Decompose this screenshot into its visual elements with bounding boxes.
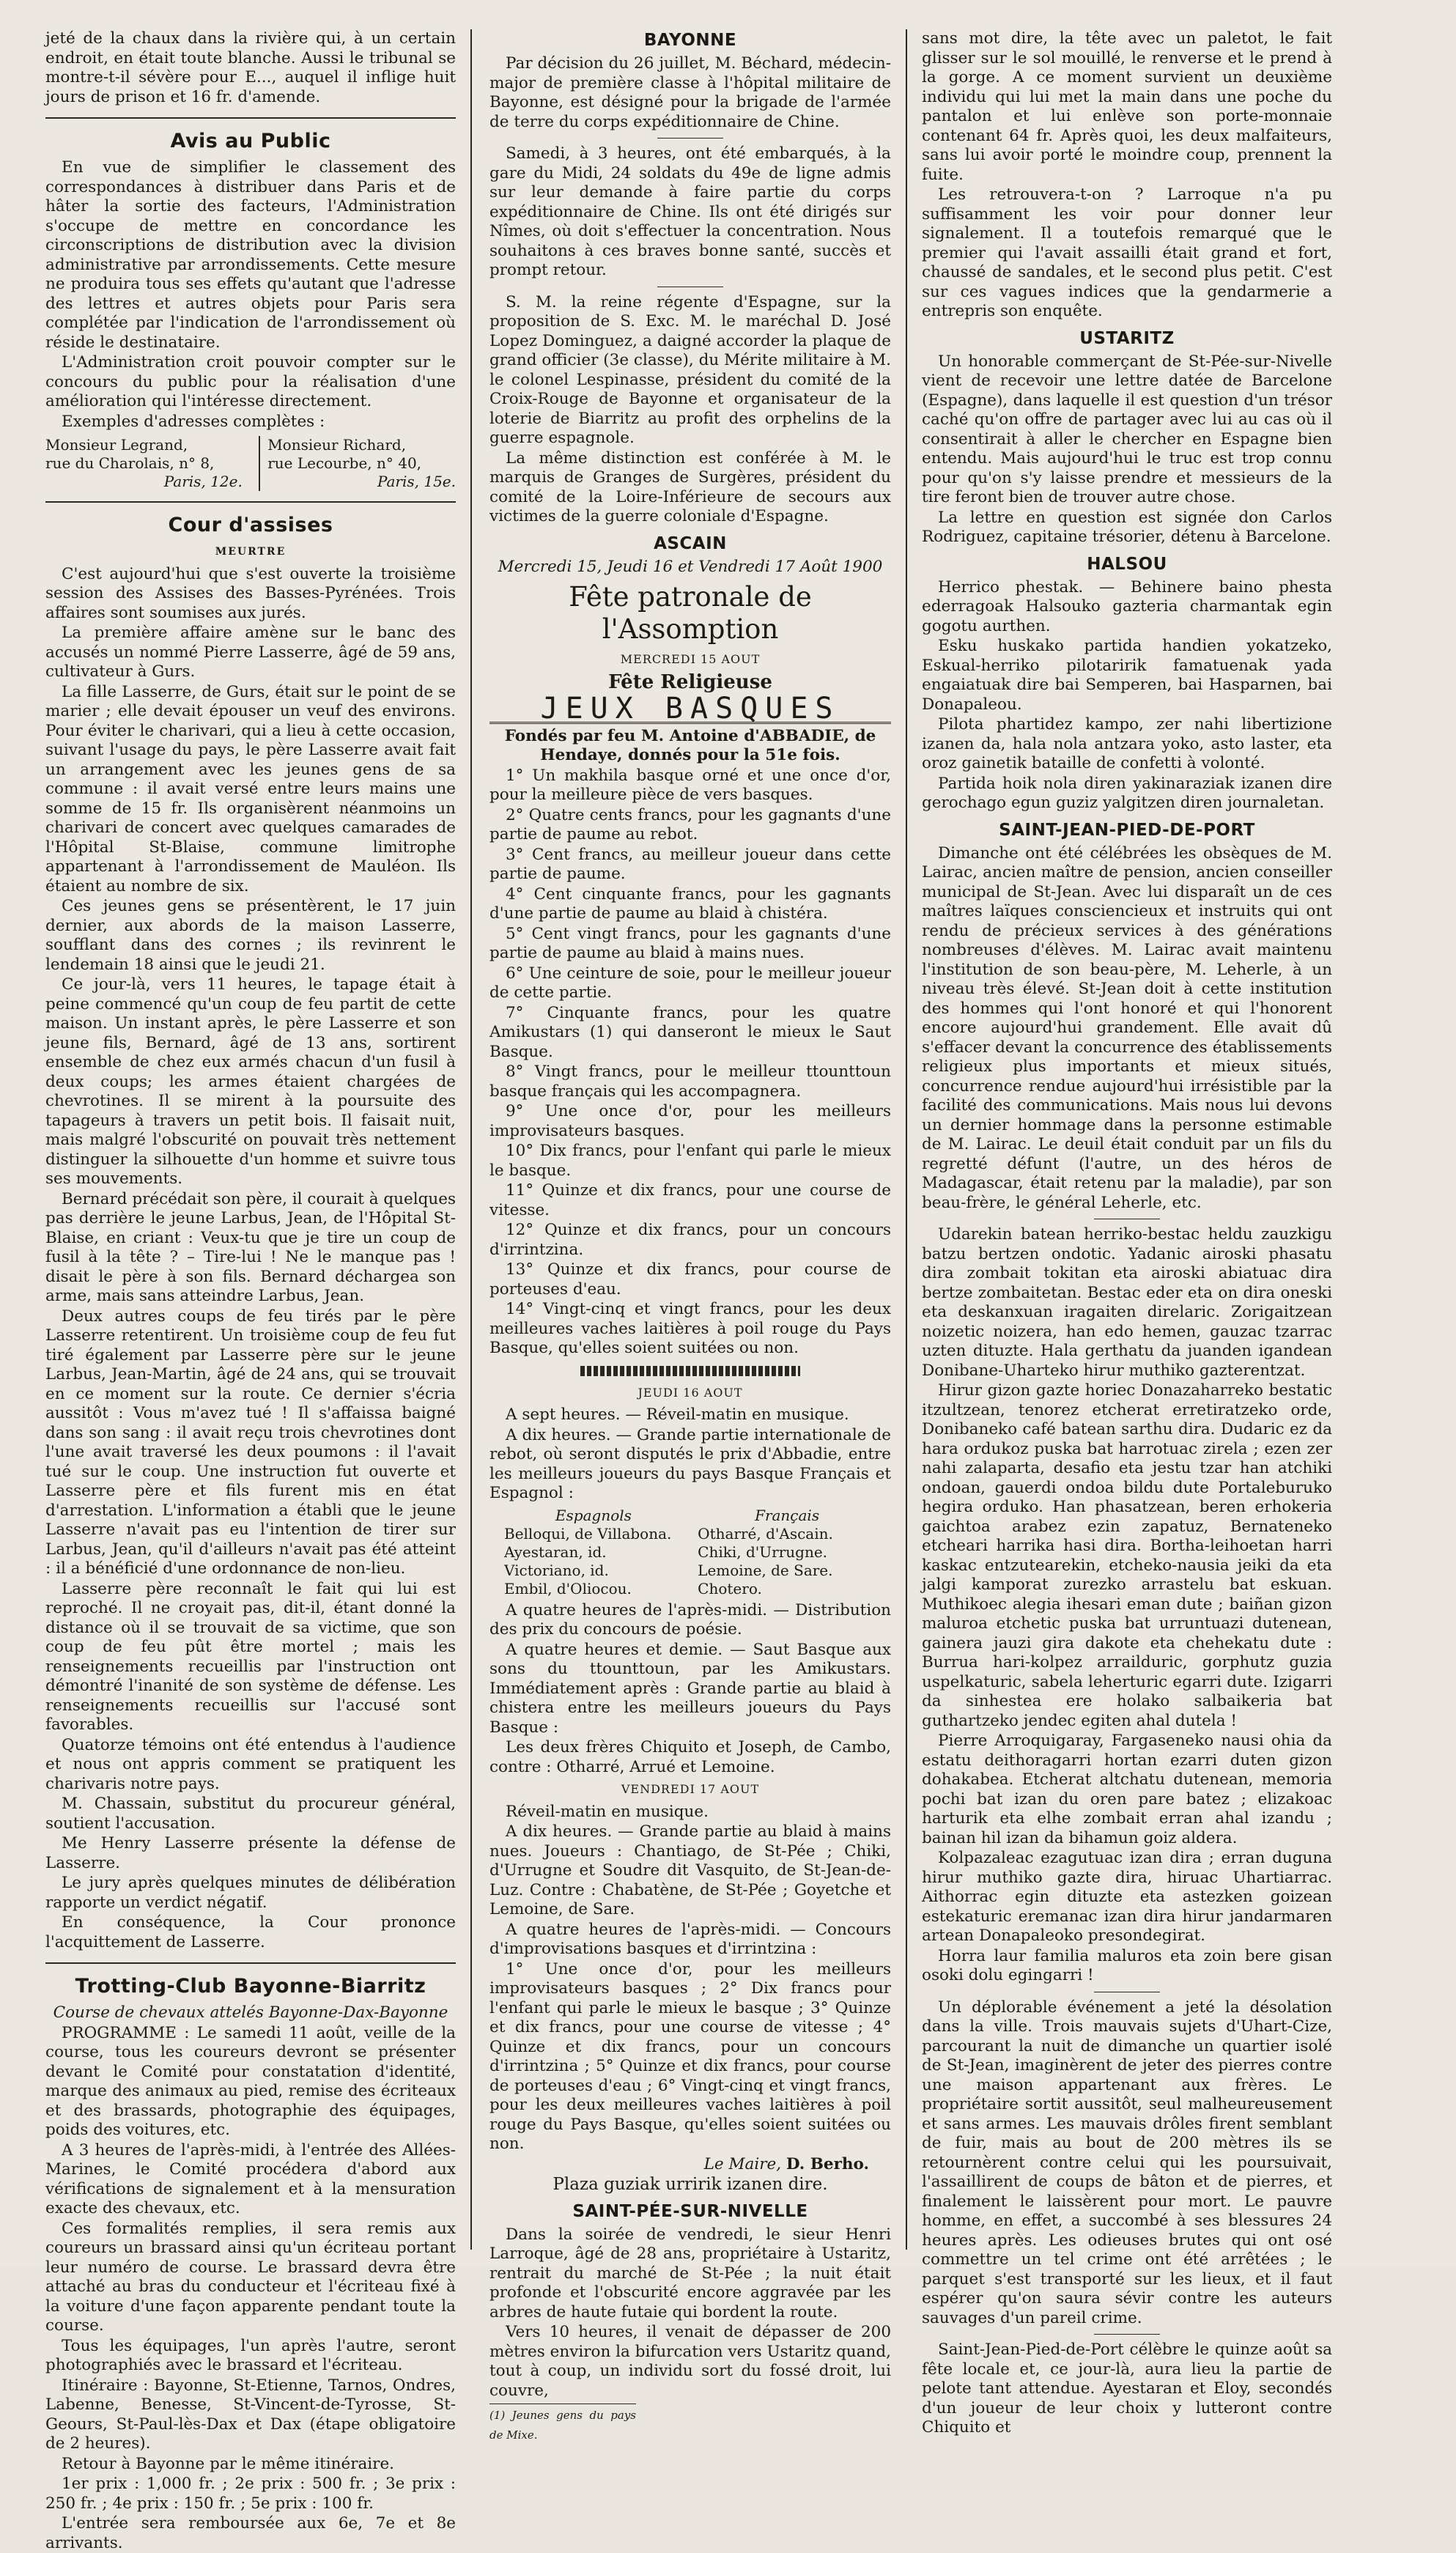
mayor-signature [489,2155,869,2175]
player-name: Otharré, d'Ascain. [698,1524,833,1542]
ustaritz-heading: USTARITZ [1079,328,1175,348]
halsou-heading: HALSOU [1087,554,1167,574]
prize-item: 12° Quinze et dix francs, pour un concours d'irrintzina. [489,1221,891,1259]
address-example-2 [259,436,456,491]
cour-paragraph: Le jury après quelques minutes de délibération rapporte un verdict négatif. [45,1874,456,1912]
prize-item: 3° Cent francs, au meilleur joueur dans cette partie de paume. [489,845,891,883]
sjpp-paragraph: Kolpazaleac ezagutuac izan dira ; erran duguna hirur muthiko gazte dira, hiruac Uhartiarrac. Aithorrac egin dituzte eta astezken goizean estekaturic eremanac izan dira hirur jandarmaren artean Donapaleoko presondegirat. [922,1849,1332,1945]
cour-paragraph: M. Chassain, substitut du procureur général, soutient l'accusation. [45,1795,456,1833]
programme-heading [580,1366,800,1376]
cour-paragraph: La fille Lasserre, de Gurs, était sur le point de se marier ; elle devait épouser un veuf des environs. Pour éviter le charivari, qui a lieu à cette occasion, suivant l'usage du pays, le père Lasserre avait fait un arrangement avec les jeunes gens de sa commune : il avait versé entre leurs mains une somme de 15 fr. Ils organisèrent néanmoins un charivari de concert avec quelques camarades de l'Hôpital St-Blaise, commune limitrophe appartenant à l'arrondissement de Mauléon. Ils étaient au nombre de six. [45,682,456,895]
players-french [698,1507,876,1598]
plaza-line: Plaza guziak urririk izanen dire. [553,2175,828,2194]
programme-item: A dix heures. — Grande partie internationale de rebot, où seront disputés le prix d'Abbadie, entre les meilleurs joueurs du pays Basque Français et Espagnol : [489,1425,891,1502]
sjpp-heading: SAINT-JEAN-PIED-DE-PORT [999,820,1255,840]
prize-item: 8° Vingt francs, pour le meilleur ttounttoun basque français qui les accompagnera. [489,1063,891,1101]
prize-item: 14° Vingt-cinq et vingt francs, pour les deux meilleures vaches laitières à poil rouge du Pays Basque, qu'elles soient suitées ou non. [489,1300,891,1357]
prize-item: 1° Un makhila basque orné et une once d'or, pour la meilleure pièce de vers basques. [489,766,891,804]
separator [45,1962,456,1964]
stpee-continuation: Les retrouvera-t-on ? Larroque n'a pu suffisamment les voir pour donner leur signalement. Il a toutefois remarqué que le premier qui l'avait assailli était grand et fort, chaussé de sandales, et le second plus petit. C'est sur ces vagues indices que la gendarmerie a entrepris son enquête. [922,185,1332,320]
short-separator [1094,2334,1160,2335]
sjpp-paragraph: Hirur gizon gazte horiec Donazaharreko bestatic itzultzean, tenorez etcherat erretiratzeko orde, Donibaneko café batean sarthu dira. Dudaric ez da hara ordukoz puska bat harrotuac zirela ; ezen zer nahi zalaparta, desafio eta jestu tzar han atchiki ondoan, gauerdi ondoa bildu dute Portaleburuko hegira orduko. Han phasatzean, beren erhokeria gaichtoa arabez ezin zapatuz, Bernateneko etcheari harrika hasi dira. Bortha-leihoetan harri kaskac entzutearekin, etcheko-nausia jeiki da eta jalgi kamporat zurezko arrastelu bat eskuan. Muthikoec alegia ihesari eman dute ; baiñan gizon maluroa etchetic puska bat urruntuazi dutenean, gainera jauzi gira dakote eta chehekatu dute : Burrua hari-kolpez arrailduric, gorphutz guzia uspelkaturic, sabela leherturic egarri dute. Izigarri da sinhestea ere holako salbaikeria bat guthartzeko jendec egiten ahal dutela ! [922,1381,1332,1730]
bayonne-heading: BAYONNE [643,31,737,50]
prize-item: 7° Cinquante francs, pour les quatre Amikustars (1) qui danseront le mieux le Saut Basque. [489,1003,891,1061]
prize-item: 11° Quinze et dix francs, pour une course de vitesse. [489,1181,891,1219]
stpee-heading: SAINT-PÉE-SUR-NIVELLE [572,2201,808,2221]
halsou-paragraph: Partida hoik nola diren yakinaraziak izanen dire gerochago egun guziz yalgitzen diren journaletan. [922,774,1332,812]
separator [45,117,456,119]
prize-item: 13° Quinze et dix francs, pour course de porteuses d'eau. [489,1260,891,1298]
article-continuation: jeté de la chaux dans la rivière qui, à un certain endroit, en était toute blanche. Aussi le tribunal se montre-t-il sévère pour E..., auquel il inflige huit jours de prison et 16 fr. d'amende. [45,29,456,106]
address-examples [45,436,456,491]
address-line: rue du Charolais, n° 8, [45,454,215,472]
bayonne-paragraph: Samedi, à 3 heures, ont été embarqués, à la gare du Midi, 24 soldats du 49e de ligne admis sur leur demande à faire partie du corps expéditionnaire de Chine. Ils ont été dirigés sur Nîmes, où doit s'effectuer la concentration. Nous souhaitons à ces braves bonne santé, succès et prompt retour. [489,144,891,279]
cour-paragraph: Me Henry Lasserre présente la défense de Lasserre. [45,1834,456,1872]
signature-name: D. Berho. [786,2154,869,2173]
sjpp-paragraph: Un déplorable événement a jeté la désolation dans la ville. Trois mauvais sujets d'Uhart-Cize, parcourant la nuit de dimanche un quartier isolé de St-Jean, imaginèrent de jeter des pierres contre une maison appartenant aux frères. Le propriétaire sortit aussitôt, seul malheureusement et sans armes. Les mauvais drôles firent semblant de fuir, mais au bout de 200 mètres ils se retournèrent contre celui qui les poursuivait, l'assaillirent de coups de bâton et de pierres, et finalement le laissèrent pour mort. Le pauvre homme, en effet, a succombé à ses blessures 24 heures après. Les odieuses brutes qui ont osé commettre un tel crime ont été arrêtées ; le parquet s'est transporté sur les lieux, et il faut espérer qu'on saura sévir contre les auteurs sauvages d'un pareil crime. [922,1998,1332,2327]
ustaritz-paragraph: Un honorable commerçant de St-Pée-sur-Nivelle vient de recevoir une lettre datée de Barcelone (Espagne), dans laquelle il est question d'un trésor caché qu'on offre de partager avec lui au cas où il consentirait à aller le chercher en Espagne bien entendu. Mais aujourd'hui le truc est trop connu pour qu'on s'y laisse prendre et messieurs de la tire feront bien de trouver autre chose. [922,352,1332,506]
cour-paragraph: Deux autres coups de feu tirés par le père Lasserre retentirent. Un troisième coup de feu fut tiré également par Lasserre père sur le jeune Larbus, Jean-Martin, âgé de 24 ans, qui se trouvait en ce moment sur la route. Ce dernier s'écria aussitôt : Vous m'avez tué ! Il s'affaissa baigné dans son sang : il avait reçu trois chevrotines dont l'une avait traversé les deux poumons : il l'avait tué sur le coup. Une instruction fut ouverte et Lasserre père et fils furent mis en état d'arrestation. L'information a établi que le jeune Lasserre n'avait pas eu l'intention de tirer sur Larbus, Jean, qu'il d'ailleurs n'avait pas été atteint : il a bénéficié d'une ordonnance de non-lieu. [45,1307,456,1578]
sjpp-paragraph: Horra laur familia maluros eta zoin bere gisan osoki dolu egingarri ! [922,1946,1332,1984]
column-1 [45,29,456,2552]
trotting-paragraph: Retour à Bayonne par le même itinéraire. [62,2454,395,2473]
prize-item: 6° Une ceinture de soie, pour le meilleur joueur de cette partie. [489,964,891,1002]
trotting-subheading: Course de chevaux attelés Bayonne-Dax-Bayonne [53,2003,448,2022]
address-line: Paris, 15e. [377,473,456,490]
trotting-paragraph: PROGRAMME : Le samedi 11 août, veille de la course, tous les coureurs devront se présenter devant le Comité pour constatation d'identité, marque des animaux au pied, remise des écriteaux et des brassards, photographie des équipages, poids des voitures, etc. [45,2023,456,2139]
bayonne-paragraph: La même distinction est conférée à M. le marquis de Granges de Surgères, président du comité de la Loire-Inférieure de secours aux victimes de la guerre coloniale d'Espagne. [489,448,891,525]
cour-paragraph: C'est aujourd'hui que s'est ouverte la troisième session des Assises des Basses-Pyrénées. Trois affaires sont soumises aux jurés. [45,564,456,622]
jeux-subtitle: Fondés par feu M. Antoine d'ABBADIE, de Hendaye, donnés pour la 51e fois. [504,726,876,764]
player-name: Chiki, d'Urrugne. [698,1542,828,1561]
player-name: Victoriano, id. [504,1561,609,1579]
players-header: Espagnols [555,1506,632,1524]
player-name: Chotero. [698,1579,762,1597]
programme-item: 1° Une once d'or, pour les meilleurs improvisateurs basques ; 2° Dix francs pour l'enfant qui parle le mieux le basque ; 3° Quinze et dix francs, pour une course de vitesse ; 4° Quinze et dix francs, pour un concours d'irrintzina ; 5° Quinze et dix francs, pour course de porteuses d'eau ; 6° Vingt-cinq et vingt francs, pour les deux meilleures vaches laitières à poil rouge du Pays Basque, qu'elles soient suitées ou non. [489,1959,891,2153]
cour-paragraph: Lasserre père reconnaît le fait qui lui est reproché. Il ne croyait pas, dit-il, étant donné la distance où il se trouvait de sa victime, que son coup de feu pût être mortel ; mais les renseignements recueillis par l'instruction ont démontré l'inanité de son système de défense. Les renseignements recueillis sur l'accusé sont favorables. [45,1579,456,1734]
players-spanish [504,1507,683,1598]
cour-paragraph: La première affaire amène sur le banc des accusés un nommé Pierre Lasserre, âgé de 59 ans, cultivateur à Gurs. [45,624,456,681]
ascain-heading: ASCAIN [654,533,727,553]
trotting-heading: Trotting-Club Bayonne-Biarritz [75,1975,426,1998]
programme-item: A quatre heures de l'après-midi. — Distribution des prix du concours de poésie. [489,1600,891,1638]
cour-subheading: MEURTRE [215,546,287,558]
cour-paragraph: Ces jeunes gens se présentèrent, le 17 juin dernier, aux abords de la maison Lasserre, soufflant dans des cornes ; ils revinrent le lendemain 18 ainsi que le jeudi 21. [45,897,456,974]
cour-paragraph: En conséquence, la Cour prononce l'acquittement de Lasserre. [45,1913,456,1951]
address-line: Monsieur Legrand, [45,436,188,454]
cour-paragraph: Ce jour-là, vers 11 heures, le tapage était à peine commencé qu'un coup de feu partit de cette maison. Un instant après, le père Lasserre et son jeune fils, Bernard, âgé de 13 ans, sortirent ensemble de chez eux armés chacun d'un fusil à deux coups; les armes étaient chargées de chevrotines. Il se mirent à la poursuite des tapageurs à travers un petit bois. Il faisait nuit, mais malgré l'obscurité on pouvait très nettement distinguer la silhouette d'un homme et suivre tous ses mouvements. [45,975,456,1188]
sjpp-paragraph: Dimanche ont été célébrées les obsèques de M. Lairac, ancien maître de pension, ancien conseiller municipal de St-Jean. Avec lui disparaît un de ces maîtres laïques consciencieux et instruits qui ont rendu de précieux services à des générations nombreuses d'élèves. M. Lairac avait maintenu l'institution de son beau-père, M. Leherle, à un niveau très élevé. St-Jean doit à cette institution des hommes qui l'ont honoré et qui l'honorent encore aujourd'hui grandement. Elle avait dû s'effacer devant la concurrence des établissements religieux plus importants et mieux situés, concurrence rendue aujourd'hui irrésistible par la facilité des communications. Mais nous lui devons un dernier hommage dans la personne estimable de M. Lairac. Le deuil était conduit par un fils du regretté défunt (l'autre, un des héros de Madagascar, était retenu par la maladie), par son beau-frère, le général Leherle, etc. [922,843,1332,1212]
sjpp-paragraph: Pierre Arroquigaray, Fargaseneko nausi ohia da estatu deithoragarri hortan ezarri duten gizon dohakabea. Etcherat altchatu dutenean, memoria pochi bat izan du oren pare batez ; elizakoac harturik eta elhe zombait erran ahal izandu ; bainan hil izan da bihamun goiz aldera. [922,1732,1332,1847]
separator [45,501,456,503]
day-heading: JEUDI 16 AOUT [638,1385,743,1400]
prize-item: 2° Quatre cents francs, pour les gagnants d'une partie de paume au rebot. [489,805,891,843]
address-line: Monsieur Richard, [267,436,407,454]
trotting-paragraph: Ces formalités remplies, il sera remis aux coureurs un brassard ainsi qu'un écriteau portant leur numéro de course. Le brassard devra être attaché au bras du conducteur et l'écriteau fixé à la voiture d'une façon apparente pendant toute la course. [45,2219,456,2335]
trotting-paragraph: 1er prix : 1,000 fr. ; 2e prix : 500 fr. ; 3e prix : 250 fr. ; 4e prix : 150 fr. ; 5e prix : 100 fr. [45,2475,456,2513]
programme-item: Réveil-matin en musique. [506,1802,709,1821]
halsou-paragraph: Esku huskako partida handien yokatzeko, Eskual-herriko pilotaririk famatuenak yada engaiatuak dire bai Semperen, bai Hasparnen, bai Donapaleou. [922,637,1332,714]
programme-item: A quatre heures et demie. — Saut Basque aux sons du ttounttoun, par les Amikustars. Immédiatement après : Grande partie au blaid à chistera entre les meilleurs joueurs du Pays Basque : [489,1640,891,1737]
column-3 [922,29,1332,2436]
players-header: Français [755,1506,820,1524]
day-heading: MERCREDI 15 AOUT [620,652,761,666]
column-2 [489,29,891,2442]
ustaritz-paragraph: La lettre en question est signée don Carlos Rodriguez, capitaine trésorier, détenu à Barcelone. [922,508,1332,546]
ascain-dates: Mercredi 15, Jeudi 16 et Vendredi 17 Août 1900 [498,557,883,576]
bayonne-paragraph: S. M. la reine régente d'Espagne, sur la proposition de S. Exc. M. le maréchal D. José Lopez Dominguez, a daigné accorder la plaque de grand officier (3e classe), du Mérite militaire à M. le colonel Lespinasse, président du comité de la Croix-Rouge de Bayonne et organisateur de la loterie de Biarritz au profit des orphelins de la guerre espagnole. [489,292,891,447]
programme-item: A dix heures. — Grande partie au blaid à mains nues. Joueurs : Chantiago, de St-Pée ; Chiki, d'Urrugne et Soudre dit Vasquito, de St-Jean-de-Luz. Contre : Chabatène, de St-Pée ; Goyetche et Lemoine, de Sare. [489,1822,891,1918]
day-heading: VENDREDI 17 AOUT [621,1782,760,1796]
address-example-1 [45,436,243,491]
avis-paragraph: Exemples d'adresses complètes : [62,412,325,431]
player-name: Lemoine, de Sare. [698,1561,833,1579]
signature-title: Le Maire, [703,2154,782,2173]
jeux-basques-title: JEUX BASQUES [489,699,891,724]
avis-paragraph: En vue de simplifier le classement des correspondances à distribuer dans Paris et de hâter la sortie des facteurs, l'Administration s'occupe de mettre en concordance les circonscriptions de distribution avec la division administrative par arrondissements. Cette mesure ne produira tous ses effets qu'autant que l'adresse des lettres et autres objets pour Paris sera complétée par l'indication de l'arrondissement où réside le destinataire. [45,158,456,352]
player-name: Ayestaran, id. [504,1542,607,1561]
programme-item: A sept heures. — Réveil-matin en musique. [506,1405,849,1424]
halsou-paragraph: Herrico phestak. — Behinere baino phesta ederragoak Halsouko gazteria charmantak egin gogotu aurthen. [922,577,1332,635]
player-name: Embil, d'Oliocou. [504,1579,632,1597]
bayonne-paragraph: Par décision du 26 juillet, M. Béchard, médecin-major de première classe à l'hôpital militaire de Bayonne, est désigné pour la brigade de l'armée de terre du corps expéditionnaire de Chine. [489,54,891,131]
cour-paragraph: Bernard précédait son père, il courait à quelques pas derrière le jeune Larbus, Jean, de l'Hôpital St-Blaise, en criant : Veux-tu que je tire un coup de fusil à la tête ? – Tire-lui ! Ne le manque pas ! disait le père à son fils. Bernard déchargea son arme, mais sans atteindre Larbus, Jean. [45,1189,456,1305]
prize-item: 5° Cent vingt francs, pour les gagnants d'une partie de paume au blaid à mains nues. [489,924,891,962]
stpee-paragraph: Vers 10 heures, il venait de dépasser de 200 mètres environ la bifurcation vers Ustaritz quand, tout à coup, un individu sort du fossé droit, lui couvre, [489,2323,891,2400]
players-table [504,1507,876,1598]
footnote: (1) Jeunes gens du pays de Mixe. [489,2404,636,2445]
trotting-paragraph: A 3 heures de l'après-midi, à l'entrée des Allées-Marines, le Comité procédera d'abord aux vérifications de signalement et à la mensuration exacte des chevaux, etc. [45,2140,456,2217]
player-name: Belloqui, de Villabona. [504,1524,672,1542]
column-rule-left [470,29,472,2250]
fete-religieuse: Fête Religieuse [608,670,772,693]
stpee-paragraph: Dans la soirée de vendredi, le sieur Henri Larroque, âgé de 28 ans, propriétaire à Ustaritz, rentrait du marché de St-Pée ; la nuit était profonde et l'obscurité encore aggravée par les arbres de haute futaie qui bordent la route. [489,2225,891,2321]
cour-heading: Cour d'assises [168,514,333,536]
avis-heading: Avis au Public [170,130,331,152]
column-rule-right [906,29,907,2250]
avis-paragraph: L'Administration croit pouvoir compter sur le concours du public pour la réalisation d'une amélioration qui l'intéresse directement. [45,353,456,410]
prize-item: 4° Cent cinquante francs, pour les gagnants d'une partie de paume au blaid à chistéra. [489,884,891,923]
sjpp-paragraph: Udarekin batean herriko-bestac heldu zauzkigu batzu bertzen ondotic. Yadanic airoski phasatu dira zombait tokitan eta airoski abiatuac dira bertze zombaitetan. Bestac eder eta on dira oneski eta deskanxuan iragaiten direlaric. Zorigaitzean noizetic noizera, han edo hemen, gauzac tzarrac uzten dituzte. Hala gerthatu da juanden igandean Donibane-Uharteko hirur muthiko gazterentzat. [922,1225,1332,1380]
prize-item: 10° Dix francs, pour l'enfant qui parle le mieux le basque. [489,1142,891,1180]
trotting-paragraph: L'entrée sera remboursée aux 6e, 7e et 8e arrivants. [45,2514,456,2552]
fete-title: Fête patronale de l'Assomption [569,581,812,645]
programme-item: Les deux frères Chiquito et Joseph, de Cambo, contre : Otharré, Arrué et Lemoine. [489,1738,891,1776]
trotting-paragraph: Itinéraire : Bayonne, St-Etienne, Tarnos, Ondres, Labenne, Benesse, St-Vincent-de-Tyrosse, St-Geours, St-Paul-lès-Dax et Dax (étape obligatoire de 2 heures). [45,2376,456,2453]
address-line: rue Lecourbe, n° 40, [267,454,422,472]
sjpp-paragraph: Saint-Jean-Pied-de-Port célèbre le quinze août sa fête locale et, ce jour-là, aura lieu la partie de pelote tant attendue. Ayestaran et Eloy, secondés d'un joueur de leur choix y lutteront contre Chiquito et [922,2340,1332,2436]
stpee-continuation: sans mot dire, la tête avec un paletot, le fait glisser sur le sol mouillé, le renverse et le prend à la gorge. A ce moment survient un deuxième individu qui lui met la main dans une poche du pantalon et lui enlève son porte-monnaie contenant 64 fr. Après quoi, les deux malfaiteurs, sans lui avoir porté le moindre coup, prennent la fuite. [922,29,1332,184]
prize-item: 9° Une once d'or, pour les meilleurs improvisateurs basques. [489,1102,891,1140]
address-line: Paris, 12e. [163,473,243,490]
halsou-paragraph: Pilota phartidez kampo, zer nahi libertizione izanen da, hala nola antzara yoko, asto laster, eta oroz gainetik bataille de confetti à volonté. [922,715,1332,772]
trotting-paragraph: Tous les équipages, l'un après l'autre, seront photographiés avec le brassard et l'écriteau. [45,2336,456,2374]
cour-paragraph: Quatorze témoins ont été entendus à l'audience et nous ont appris comment se pratiquent les charivaris notre pays. [45,1735,456,1793]
programme-item: A quatre heures de l'après-midi. — Concours d'improvisations basques et d'irrintzina : [489,1920,891,1958]
